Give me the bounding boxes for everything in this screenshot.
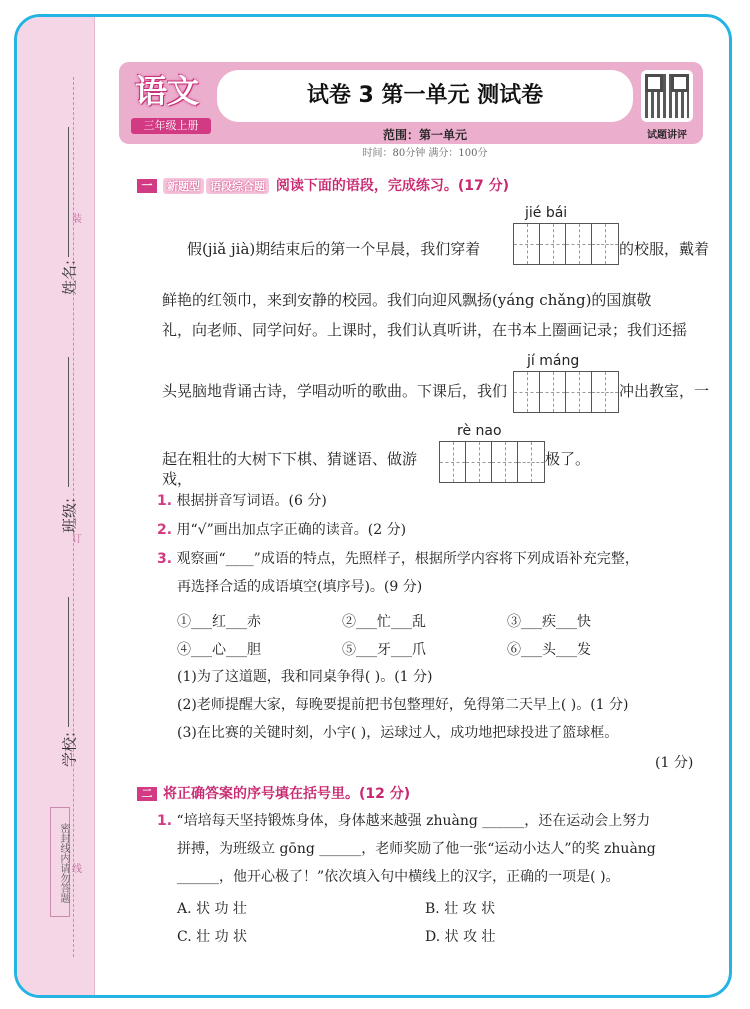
idiom-6[interactable]: ⑥___头___发 xyxy=(507,642,591,658)
name-label: 姓名: xyxy=(60,259,79,296)
pinyin-3: rè nao xyxy=(457,423,502,439)
passage-line-4a: 头晃脑地背诵古诗，学唱动听的歌曲。下课后，我们 xyxy=(162,382,508,400)
class-label: 班级: xyxy=(60,497,79,534)
section-2-q1-text-a: “培培每天坚持锻炼身体，身体越来越强 zhuàng ______，还在运动会上努力 xyxy=(176,813,651,829)
composite-tag: 语段综合题 xyxy=(206,178,269,194)
pinyin-2: jí máng xyxy=(527,353,580,369)
binding-sidebar xyxy=(17,17,95,995)
idiom-1[interactable]: ①___红___赤 xyxy=(177,614,261,630)
option-d[interactable]: D. 状 攻 壮 xyxy=(425,929,496,945)
exam-range: 范围：第一单元 xyxy=(382,128,467,142)
answer-grid-3[interactable] xyxy=(439,441,545,483)
idiom-2[interactable]: ②___忙___乱 xyxy=(342,614,426,630)
fill-sentence-1[interactable]: (1)为了这道题，我和同桌争得( )。(1 分) xyxy=(177,669,433,685)
fill-sentence-3[interactable]: (3)在比赛的关键时刻，小宇( )，运球过人，成功地把球投进了篮球框。 xyxy=(177,725,619,741)
binding-mark-top: 装 xyxy=(72,214,82,225)
passage-line-5a: 起在粗壮的大树下下棋、猜谜语、做游戏， xyxy=(162,450,418,488)
name-blank[interactable] xyxy=(68,127,69,257)
new-type-tag: 新题型 xyxy=(163,178,204,194)
section-2-question-1: 1. “培培每天坚持锻炼身体，身体越来越强 zhuàng ______，还在运动会上努力 xyxy=(157,813,651,829)
grade-badge: 三年级上册 xyxy=(131,118,211,134)
page-frame xyxy=(14,14,732,998)
exam-title: 试卷 3 第一单元 测试卷 xyxy=(217,70,633,122)
passage-line-4b: 冲出教室，一 xyxy=(619,382,710,400)
question-1: 1. 根据拼音写词语。(6 分) xyxy=(157,493,327,509)
section-1-number: 一 xyxy=(137,179,157,193)
question-3-text-b: 再选择合适的成语填空(填序号)。(9 分) xyxy=(177,579,423,595)
section-1-heading xyxy=(137,175,509,195)
section-2-number: 二 xyxy=(137,787,157,801)
exam-time-score: 时间：80分钟 满分：100分 xyxy=(362,148,488,159)
idiom-row-1 xyxy=(177,611,672,631)
question-2-text: 用“√”画出加点字正确的读音。(2 分) xyxy=(176,522,407,538)
binding-mark-mid: 订 xyxy=(72,534,82,545)
question-3: 3. 观察画“____”成语的特点，先照样子，根据所学内容将下列成语补充完整， xyxy=(157,551,639,567)
school-label: 学校: xyxy=(60,731,79,768)
question-3-text-a: 观察画“____”成语的特点，先照样子，根据所学内容将下列成语补充完整， xyxy=(176,551,639,567)
qr-caption: 试题讲评 xyxy=(647,130,687,141)
passage-line-1b: 的校服，戴着 xyxy=(619,240,710,258)
binding-mark-bottom: 线 xyxy=(72,864,82,875)
passage-line-3: 礼，向老师、同学问好。上课时，我们认真听讲，在书本上圈画记录；我们还摇 xyxy=(162,321,688,339)
passage-line-5b: 极了。 xyxy=(545,450,591,468)
section-1-title: 阅读下面的语段，完成练习。(17 分) xyxy=(275,178,510,194)
option-c[interactable]: C. 壮 功 状 xyxy=(177,929,248,945)
qr-code-icon[interactable] xyxy=(641,70,693,122)
subject-title: 语文 xyxy=(134,72,199,110)
seal-warning: 密封线内请勿答题 xyxy=(50,807,70,917)
section-2-heading xyxy=(137,783,410,803)
idiom-3[interactable]: ③___疾___快 xyxy=(507,614,591,630)
school-blank[interactable] xyxy=(68,597,69,727)
idiom-5[interactable]: ⑤___牙___爪 xyxy=(342,642,426,658)
question-1-text: 根据拼音写词语。(6 分) xyxy=(176,493,327,509)
fill-sentence-2[interactable]: (2)老师提醒大家，每晚要提前把书包整理好，免得第二天早上( )。(1 分) xyxy=(177,697,629,713)
section-2-title: 将正确答案的序号填在括号里。(12 分) xyxy=(163,786,411,802)
section-2-q1-text-c: ______，他开心极了！”依次填入句中横线上的汉字，正确的一项是( )。 xyxy=(177,869,620,885)
exam-header xyxy=(119,62,703,159)
option-b[interactable]: B. 壮 攻 状 xyxy=(425,901,496,917)
section-2-q1-text-b: 拼搏，为班级立 gōng ______，老师奖励了他一张“运动小达人”的奖 zhuàng xyxy=(177,841,656,857)
passage-line-1a: 假(jiǎ jià)期结束后的第一个早晨，我们穿着 xyxy=(187,240,481,258)
fill-sentence-3-score: (1 分) xyxy=(655,755,694,771)
option-a[interactable]: A. 状 功 壮 xyxy=(177,901,247,917)
idiom-4[interactable]: ④___心___胆 xyxy=(177,642,261,658)
content xyxy=(107,17,727,995)
idiom-row-2 xyxy=(177,639,672,659)
class-blank[interactable] xyxy=(68,357,69,487)
question-2: 2. 用“√”画出加点字正确的读音。(2 分) xyxy=(157,522,407,538)
answer-grid-1[interactable] xyxy=(513,223,619,265)
passage-line-2: 鲜艳的红领巾，来到安静的校园。我们向迎风飘扬(yáng chǎng)的国旗敬 xyxy=(162,291,652,309)
pinyin-1: jié bái xyxy=(525,205,568,221)
answer-grid-2[interactable] xyxy=(513,371,619,413)
